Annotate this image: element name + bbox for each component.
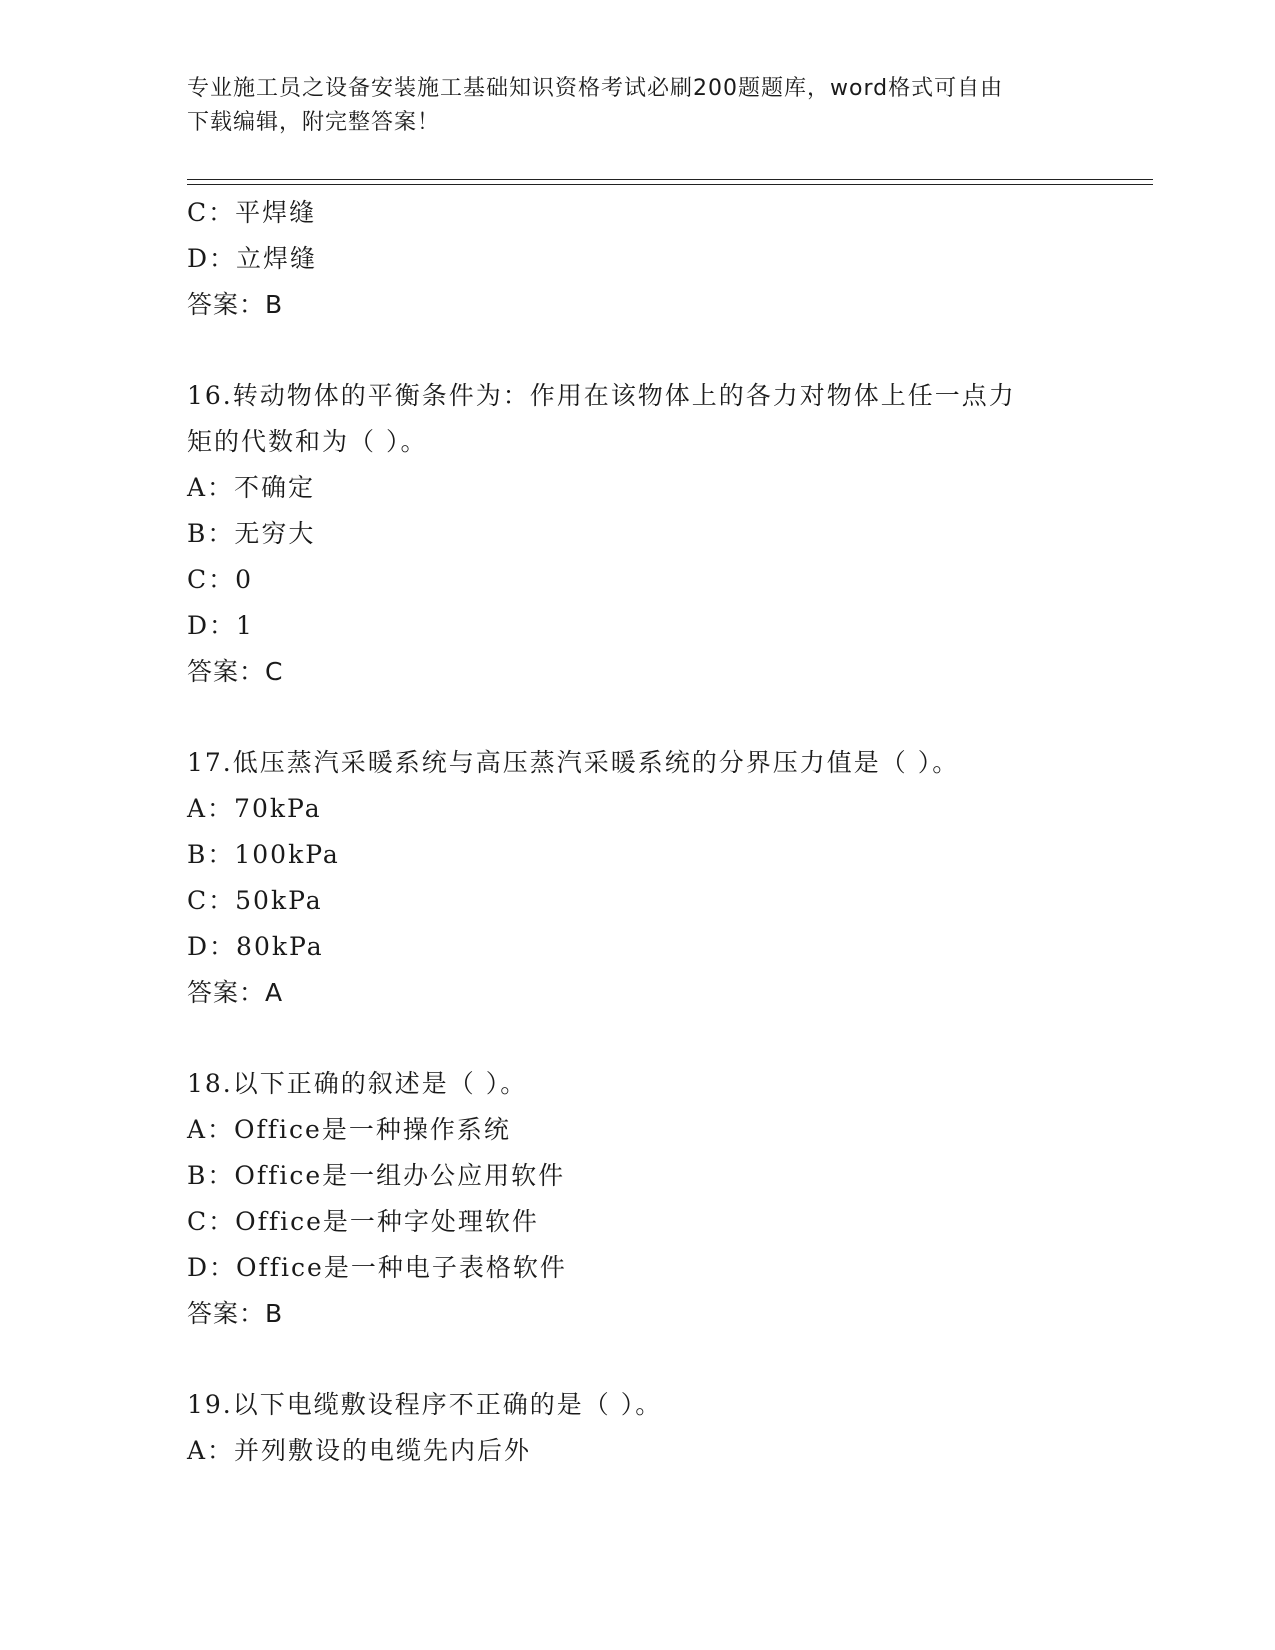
option-b: B：Office是一组办公应用软件: [187, 1161, 566, 1190]
question-17: [187, 740, 1147, 1016]
option-b: B：100kPa: [187, 840, 340, 869]
header-divider-top: [187, 179, 1153, 180]
question-15-continuation: [187, 190, 1147, 328]
answer: 答案：C: [187, 657, 284, 686]
option-a: A：70kPa: [187, 794, 322, 823]
question-stem: 19.以下电缆敷设程序不正确的是（ ）。: [187, 1390, 663, 1419]
header-divider-bottom: [187, 184, 1153, 185]
option-c: C：0: [187, 565, 254, 594]
answer: 答案：B: [187, 1299, 284, 1328]
option-a: A：并列敷设的电缆先内后外: [187, 1436, 532, 1465]
option-b: B：无穷大: [187, 519, 316, 548]
option-c: C：Office是一种字处理软件: [187, 1207, 539, 1236]
answer: 答案：A: [187, 978, 284, 1007]
option-c: C：50kPa: [187, 886, 323, 915]
document-header: [187, 72, 1087, 140]
option-a: A：不确定: [187, 473, 316, 502]
header-line-1: 专业施工员之设备安装施工基础知识资格考试必刷200题题库，word格式可自由: [187, 76, 1004, 101]
question-stem: 16.转动物体的平衡条件为：作用在该物体上的各力对物体上任一点力: [187, 381, 1016, 410]
answer: 答案：B: [187, 290, 284, 319]
question-stem: 18.以下正确的叙述是（ ）。: [187, 1069, 528, 1098]
question-19: [187, 1382, 1147, 1474]
option-a: A：Office是一种操作系统: [187, 1115, 511, 1144]
question-stem: 17.低压蒸汽采暖系统与高压蒸汽采暖系统的分界压力值是（ ）。: [187, 748, 960, 777]
header-line-2: 下载编辑，附完整答案！: [187, 110, 441, 135]
question-list: [187, 190, 1147, 1474]
question-16: [187, 373, 1147, 695]
option-d: D：Office是一种电子表格软件: [187, 1253, 567, 1282]
option-d: D：80kPa: [187, 932, 324, 961]
question-stem: 矩的代数和为（ ）。: [187, 427, 428, 456]
option-d: D：立焊缝: [187, 244, 318, 273]
option-c: C：平焊缝: [187, 198, 317, 227]
option-d: D：1: [187, 611, 254, 640]
question-18: [187, 1061, 1147, 1337]
